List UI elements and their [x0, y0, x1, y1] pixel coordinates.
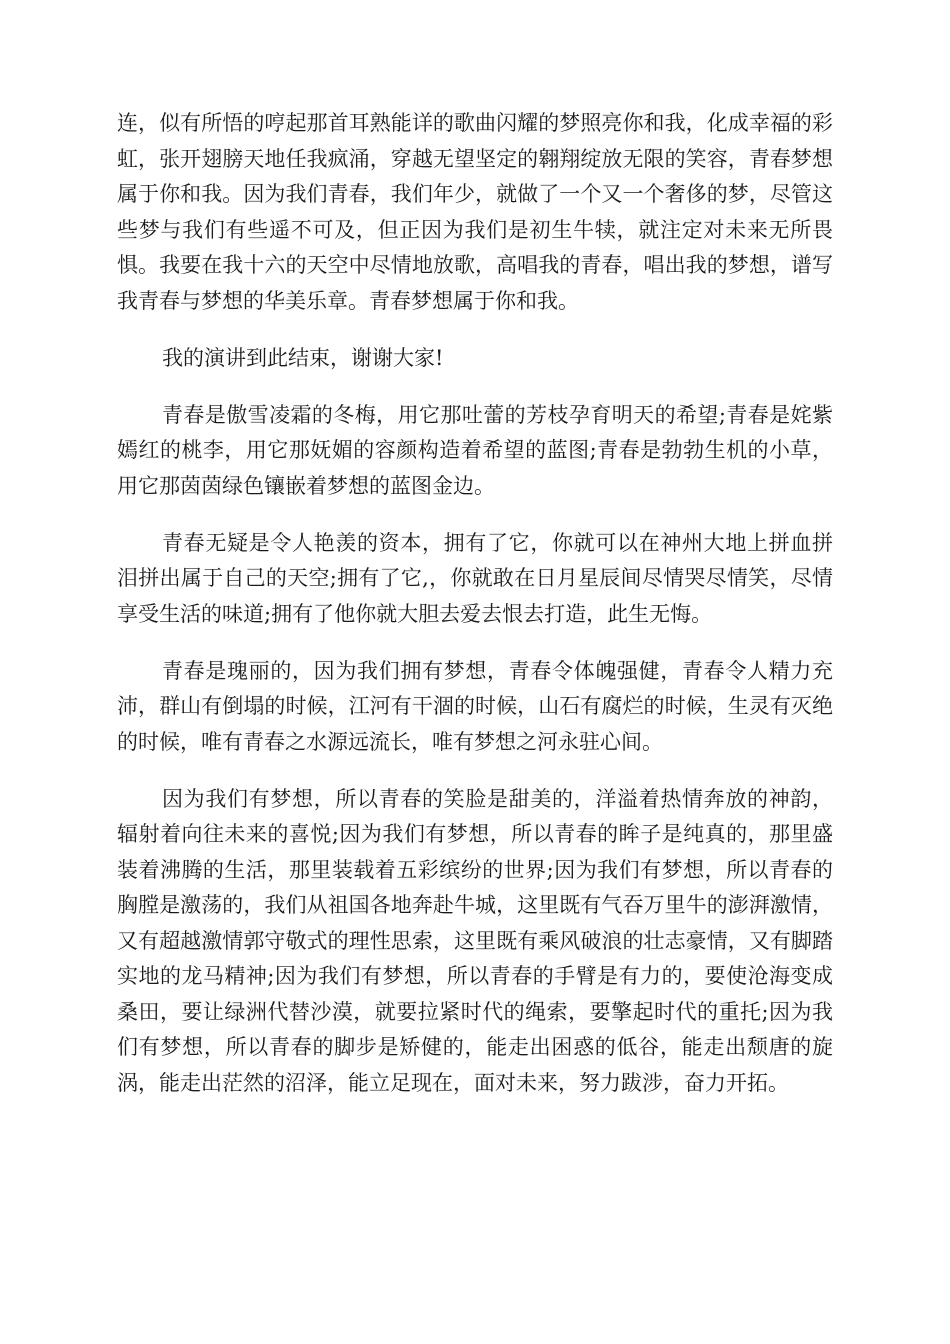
- paragraph: 因为我们有梦想，所以青春的笑脸是甜美的，洋溢着热情奔放的神韵，辐射着向往未来的喜悦;因为我们有梦想，所以青春的眸子是纯真的，那里盛装着沸腾的生活，那里装载着五彩缤纷的世界;因为我们有梦想，所以青春的胸膛是激荡的，我们从祖国各地奔赴牛城，这里既有气吞万里牛的澎湃激情，又有超越激情郭守敬式的理性思索，这里既有乘风破浪的壮志豪情，又有脚踏实地的龙马精神;因为我们有梦想，所以青春的手臂是有力的，要使沧海变成桑田，要让绿洲代替沙漠，就要拉紧时代的绳索，要擎起时代的重托;因为我们有梦想，所以青春的脚步是矫健的，能走出困惑的低谷，能走出颓唐的旋涡，能走出茫然的沼泽，能立足现在，面对未来，努力跋涉，奋力开拓。: [117, 786, 833, 1095]
- paragraph: 青春无疑是令人艳羡的资本，拥有了它，你就可以在神州大地上拼血拼泪拼出属于自己的天空;拥有了它,，你就敢在日月星辰间尽情哭尽情笑，尽情享受生活的味道;拥有了他你就大胆去爱去恨去打造，此生无悔。: [117, 530, 833, 626]
- paragraph: 青春是傲雪凌霜的冬梅，用它那吐蕾的芳枝孕育明天的希望;青春是姹紫嫣红的桃李，用它那妩媚的容颜构造着希望的蓝图;青春是勃勃生机的小草，用它那茵茵绿色镶嵌着梦想的蓝图金边。: [117, 402, 833, 498]
- paragraph: 青春是瑰丽的，因为我们拥有梦想，青春令体魄强健，青春令人精力充沛，群山有倒塌的时候，江河有干涸的时候，山石有腐烂的时候，生灵有灭绝的时候，唯有青春之水源远流长，唯有梦想之河永驻心间。: [117, 658, 833, 754]
- paragraph-closing: 我的演讲到此结束，谢谢大家!: [162, 345, 444, 370]
- paragraph-continuation: 连，似有所悟的哼起那首耳熟能详的歌曲闪耀的梦照亮你和我，化成幸福的彩虹，张开翅膀天地任我疯涌，穿越无望坚定的翱翔绽放无限的笑容，青春梦想属于你和我。因为我们青春，我们年少，就做了一个又一个奢侈的梦，尽管这些梦与我们有些遥不可及，但正因为我们是初生牛犊，就注定对未来无所畏惧。我要在我十六的天空中尽情地放歌，高唱我的青春，唱出我的梦想，谱写我青春与梦想的华美乐章。青春梦想属于你和我。: [117, 111, 833, 313]
- document-body: [117, 106, 833, 1123]
